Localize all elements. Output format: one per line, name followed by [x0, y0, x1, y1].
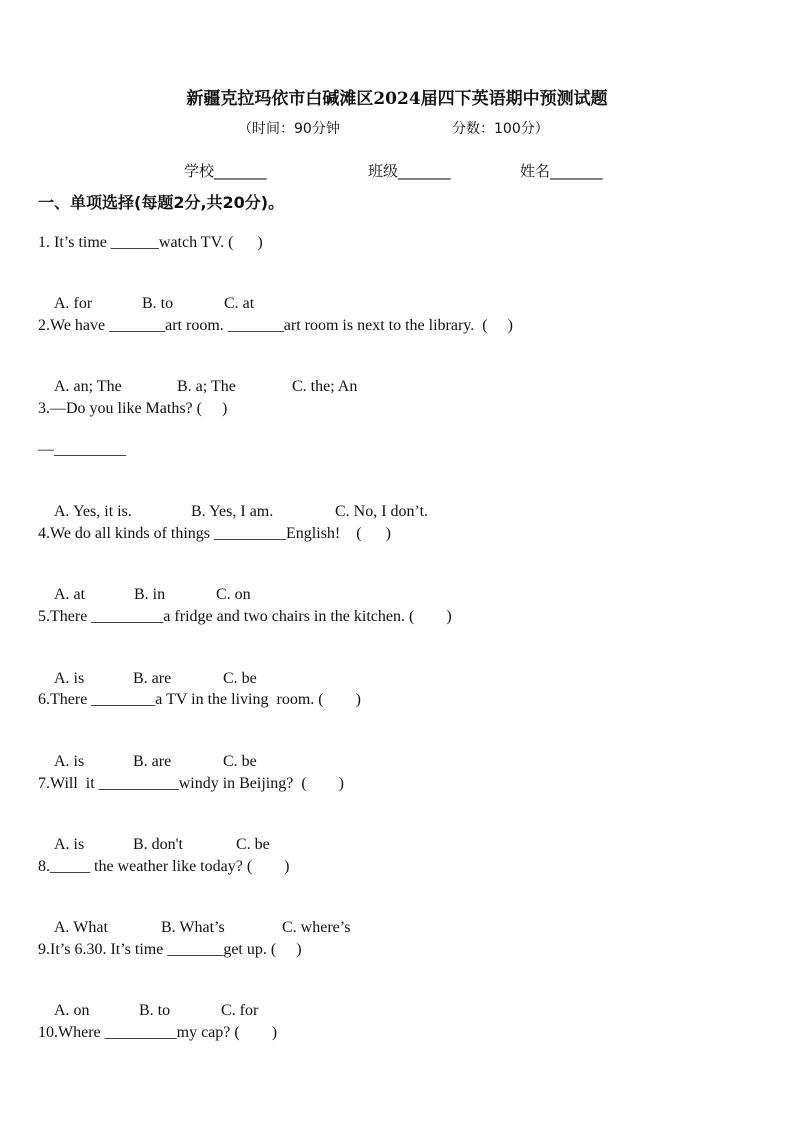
option-a: A. Yes, it is.	[54, 503, 132, 520]
question-stem: 10.Where _________my cap? ( )	[38, 1024, 278, 1041]
question-stem: 7.Will it __________windy in Beijing? ( )	[38, 775, 344, 792]
answer-line: —_________	[38, 441, 126, 458]
question-stem: 3.—Do you like Maths? ( )	[38, 400, 228, 417]
option-a: A. for	[54, 295, 93, 312]
school-field: 学校_______	[184, 162, 267, 180]
option-a: A. at	[54, 586, 86, 603]
option-c: C. at	[224, 295, 255, 312]
option-b: B. What’s	[161, 919, 225, 936]
time-limit: （时间：90分钟	[238, 121, 340, 137]
question-stem: 9.It’s 6.30. It’s time _______get up. ( )	[38, 941, 302, 958]
option-b: B. don't	[133, 836, 183, 853]
option-b: B. to	[139, 1002, 171, 1019]
option-a: A. is	[54, 753, 85, 770]
option-c: C. where’s	[282, 919, 351, 936]
section-title: 一、单项选择(每题2分,共20分)。	[38, 193, 285, 212]
option-b: B. in	[134, 586, 166, 603]
option-a: A. is	[54, 670, 85, 687]
option-c: C. be	[223, 670, 257, 687]
option-a: A. on	[54, 1002, 90, 1019]
question-stem: 6.There ________a TV in the living room. ( )	[38, 691, 361, 708]
exam-title: 新疆克拉玛依市白碱滩区2024届四下英语期中预测试题	[186, 89, 608, 109]
option-b: B. Yes, I am.	[191, 503, 274, 520]
option-c: C. be	[236, 836, 270, 853]
option-a: A. What	[54, 919, 108, 936]
option-c: C. be	[223, 753, 257, 770]
question-stem: 8._____ the weather like today? ( )	[38, 858, 290, 875]
option-c: C. the; An	[292, 378, 358, 395]
question-stem: 4.We do all kinds of things _________English! ( )	[38, 525, 391, 542]
option-b: B. are	[133, 753, 172, 770]
total-score: 分数：100分）	[452, 121, 549, 137]
question-stem: 5.There _________a fridge and two chairs in the kitchen. ( )	[38, 608, 452, 625]
class-field: 班级_______	[368, 162, 451, 180]
option-c: C. for	[221, 1002, 259, 1019]
name-field: 姓名_______	[520, 162, 603, 180]
option-c: C. No, I don’t.	[335, 503, 429, 520]
option-b: B. are	[133, 670, 172, 687]
question-stem: 1. It’s time ______watch TV. ( )	[38, 234, 263, 251]
option-b: B. to	[142, 295, 174, 312]
option-c: C. on	[216, 586, 251, 603]
option-b: B. a; The	[177, 378, 236, 395]
option-a: A. is	[54, 836, 85, 853]
option-a: A. an; The	[54, 378, 122, 395]
question-stem: 2.We have _______art room. _______art room is next to the library. ( )	[38, 317, 513, 334]
